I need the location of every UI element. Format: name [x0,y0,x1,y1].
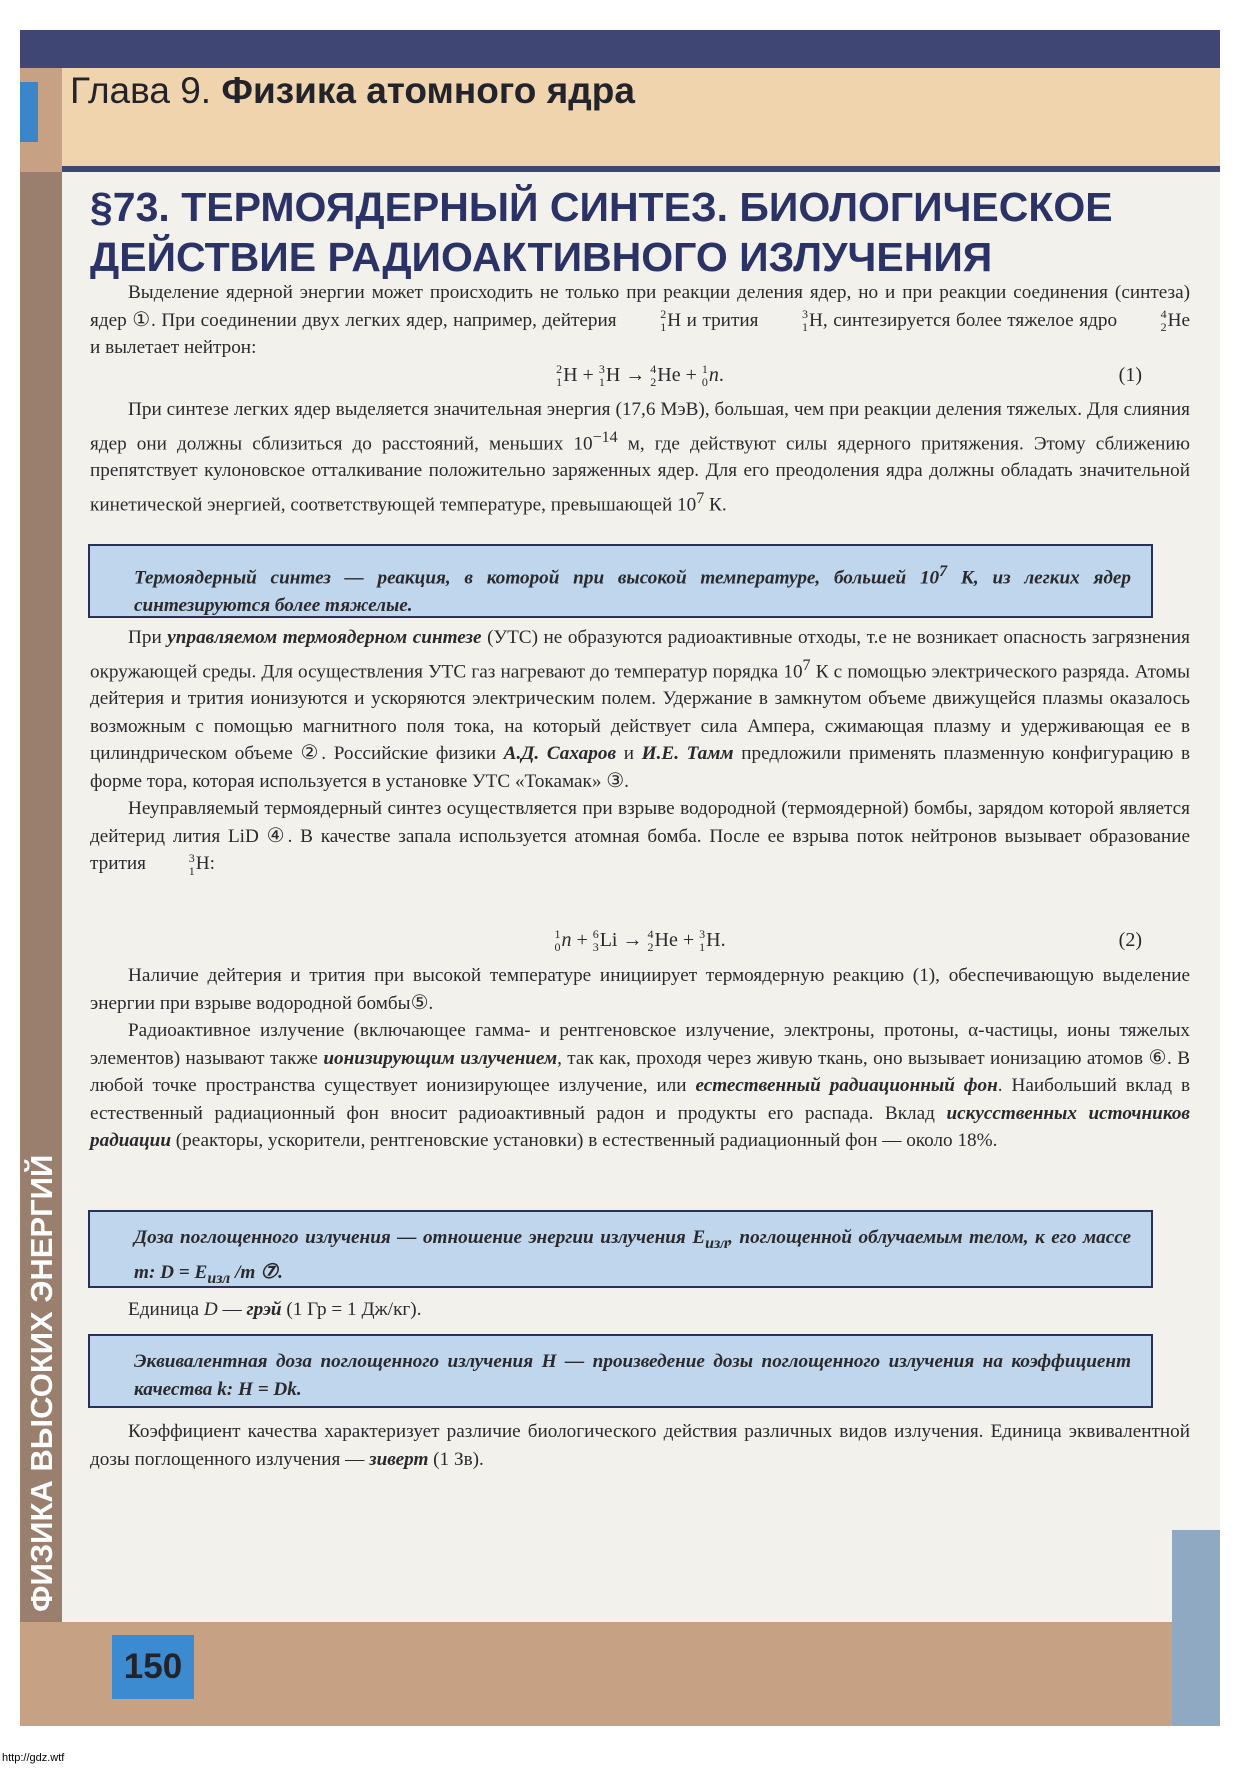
definition-box-fusion: Термоядерный синтез — реакция, в которой при высокой температуре, большей $10^7$ К, из легких ядер синтезируются более тяжелые. [88,544,1153,618]
paragraph-1: Выделение ядерной энергии может происходить не только при реакции деления ядер, но и при реакции соединения (синтеза) ядер ①. При соединении двух легких ядер, например, дейтерия 2 1 H и трития 3 1 H, синтезируется более тяжелое ядро 4 2 He и вылетает нейтрон: [90,282,1191,359]
equation-1: 2 1 H + 3 1 H → 4 2 He + 1 0 n. (1) [90,359,1190,391]
marker-5: ⑤ [410,991,429,1014]
marker-4: ④ [266,824,288,847]
marker-6: ⑥ [1148,1046,1167,1069]
paragraph-7: Единица D — грэй (1 Гр = 1 Дж/кг). [128,1299,422,1320]
definition-box-dose: Доза поглощенного излучения — отношение энергии излучения $E_{изл}$, поглощенной облучаемым телом, к его массе m: $D = E_{изл}$ /m ⑦. [88,1210,1153,1288]
paragraph-2: При синтезе легких ядер выделяется значительная энергия (17,6 МэВ), большая, чем при реакции деления тяжелых. Для слияния ядер они должны сблизиться до расстояний, меньших $10^{-14}$ м, где действуют силы ядерного притяжения. Этому сближению препятствует кулоновское отталкивание положительно заряженных ядер. Для его преодоления ядра должны обладать значительной кинетической энергией, соответствующей температуре, превышающей $10^7$ К. [90,399,1190,516]
paragraph-5: Наличие дейтерия и трития при высокой температуре инициирует термоядерную реакцию (1), обеспечивающую выделение энергии при взрыве водородной бомбы⑤. Радиоактивное излучение (включающее гамма- и рентгеновское излучение, электроны, протоны, α-частицы, ионы тяжелых элементов) называют также ионизирующим излучением, так как, проходя через живую ткань, оно вызывает ионизацию атомов ⑥. В любой точке пространства существует ионизирующее излучение, или естественный радиационный фон. Наибольший вклад в естественный радиационный фон вносит радиоактивный радон и продукты его распада. Вклад искусственных источников радиации (реакторы, ускорители, рентгеновские установки) в естественный радиационный фон — около 18%. [90,965,1191,1151]
definition-box-equivalent-dose: Эквивалентная доза поглощенного излучения H — произведение дозы поглощенного излучения на коэффициент качества k: H = Dk. [88,1334,1153,1408]
equation-1-number: (1) [1118,364,1142,386]
page-number: 150 [112,1635,194,1699]
source-url: http://gdz.wtf [2,1752,65,1764]
marker-3: ③ [606,769,625,792]
page-edge [1172,1530,1220,1726]
top-bar [20,30,1220,68]
equation-2: 1 0 n + 6 3 Li → 4 2 He + 3 1 H. (2) [90,924,1190,956]
marker-1: ① [132,308,151,331]
page-footer [20,1622,1220,1726]
chapter-prefix: Глава 9. [70,70,212,111]
marker-2: ② [300,742,322,765]
page-content [62,172,1220,1622]
marker-7: ⑦ [260,1260,279,1283]
textbook-page [20,30,1220,1726]
side-label: ФИЗИКА ВЫСОКИХ ЭНЕРГИЙ [24,1154,59,1612]
section-title: §73. ТЕРМОЯДЕРНЫЙ СИНТЕЗ. БИОЛОГИЧЕСКОЕ ДЕЙСТВИЕ РАДИОАКТИВНОГО ИЗЛУЧЕНИЯ [90,184,1113,280]
paragraph-3: При управляемом термоядерном синтезе (УТС) не образуются радиоактивные отходы, т.е не возникает опасность загрязнения окружающей среды. Для осуществления УТС газ нагревают до температур порядка $10^7$ К с помощью электрического разряда. Атомы дейтерия и трития ионизуются и ускоряются электрическим полем. Удержание в замкнутом объеме движущейся плазмы оказалось возможным с помощью магнитного поля тока, на который действует сила Ампера, сжимающая плазму и удерживающая ее в цилиндрическом объеме ②. Российские физики А.Д. Сахаров и И.Е. Тамм предложили применять плазменную конфигурацию в форме тора, которая используется в установке УТС «Токамак» ③. Неуправляемый термоядерный синтез осуществляется при взрыве водородной (термоядерной) бомбы, зарядом которой является дейтерид лития LiD ④. В качестве запала используется атомная бомба. После ее взрыва поток нейтронов вызывает образование трития 3 1 H: [90,627,1191,878]
chapter-title [70,70,635,112]
equation-2-number: (2) [1118,929,1142,951]
paragraph-8: Коэффициент качества характеризует различие биологического действия различных видов излучения. Единица эквивалентной дозы поглощенного излучения — зиверт (1 Зв). [90,1421,1190,1470]
chapter-accent [20,82,38,142]
chapter-name: Физика атомного ядра [221,70,635,111]
